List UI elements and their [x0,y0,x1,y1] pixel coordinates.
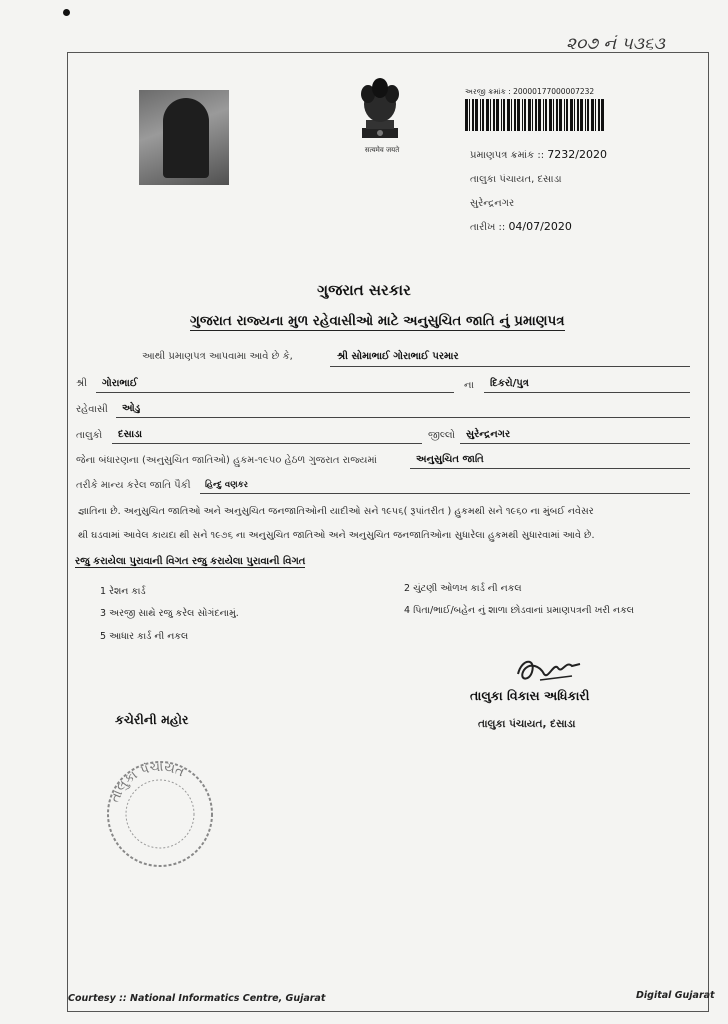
seal-text: તાલુકા પંચાયત [107,759,187,805]
signatory-title: તાલુકા વિકાસ અધિકારી [470,688,590,703]
footer-courtesy: Courtesy :: National Informatics Centre, Gujarat [68,993,326,1004]
certificate-title: ગુજરાત રાજ્યના મુળ રહેવાસીઓ માટે અનુસુચિત જાતિ નું પ્રમાણપત્ર [190,313,565,329]
certificate-number: 7232/2020 [547,148,607,161]
government-title: ગુજરાત સરકાર [317,281,411,299]
document-item: 2 ચુંટણી ઓળખ કાર્ડ ની નકલ [404,583,522,594]
applicant-name: શ્રી સોમાભાઈ ગોરાભાઈ પરમાર [337,351,459,362]
relation-label: ના [464,380,474,391]
order-label: જેના બંધારણના (અનુસુચિત જાતિઓ) હુકમ-૧૯૫૦ હેઠળ ગુજરાત રાજ્યમાં [76,455,377,466]
ink-dot [63,9,70,16]
office-seal [95,744,225,869]
documents-heading: રજુ કરાયેલા પુરાવાની વિગત રજુ કરાયેલા પુરાવાની વિગત [75,556,306,567]
handwritten-reference: ૨૦૭ નં ૫૩૬૩ [566,34,665,54]
caste-value: હિન્દુ વણકર [205,480,249,490]
district-label: જીલ્લો [428,430,456,441]
paragraph-line-2: થી ઘડવામાં આવેલ કાયદા થી સને ૧૯૭૬ ના અનુસુચિત જાતિઓ અને અનુસુચિત જનજાતિઓના સુધારેલા હુકમથી સુધારવામાં આવે છે. [78,530,595,541]
certificate-number-label: પ્રમાણપત્ર ક્રમાંક :: [470,150,545,161]
applicant-photo [139,90,229,185]
footer-brand: Digital Gujarat [636,990,715,1001]
caste-label: તરીકે માન્ય કરેલ જાતિ પૈકી [76,480,191,491]
issuing-district: સુરેન્દ્રનગર [470,198,515,209]
issue-date-label: તારીખ :: [470,222,506,233]
category-value: અનુસુચિત જાતિ [416,454,484,465]
barcode-caption: અરજી ક્રમાંક : 20000177000007232 [465,87,595,96]
paragraph-line-1: જ્ઞાતિના છે. અનુસુચિત જાતિઓ અને અનુસુચિત જનજાતિઓની યાદીઓ સને ૧૯૫૬( રૂપાંતરીત ) હુકમથી સને ૧૯૬૦ ના મુંબઈ નવેસર [78,506,594,517]
father-name: ગોરાભાઈ [102,378,138,389]
document-item: 3 અરજી સાથે રજુ કરેલ સોગંદનામું. [100,608,239,619]
village-value: ઓડુ [122,403,141,414]
issue-date-row [470,220,572,233]
issuing-office: તાલુકા પંચાયત, દસાડા [470,174,562,185]
national-emblem-icon [352,74,408,144]
resident-label: રહેવાસી [76,404,108,415]
document-item: 1 રેશન કાર્ડ [100,586,146,597]
svg-text:તાલુકા પંચાયત [108,760,187,805]
intro-label: આથી પ્રમાણપત્ર આપવામા આવે છે કે, [142,351,293,362]
district-value: સુરેન્દ્રનગર [466,429,511,440]
document-item: 4 પિતા/ભાઈ/બહેન નું શાળા છોડવાનાં પ્રમાણપત્રની ખરી નકલ [404,605,634,616]
signatory-office: તાલુકા પંચાયત, દસાડા [478,718,576,730]
emblem-motto: सत्यमेव जयते [364,146,400,154]
issue-date: 04/07/2020 [508,220,572,233]
shri-label: શ્રી [76,378,88,389]
relation-value: દિકરો/પુત્ર [490,378,529,389]
barcode [465,99,605,131]
certificate-number-row [470,148,607,161]
taluka-value: દસાડા [118,429,143,440]
office-seal-label: કચેરીની મહોર [115,712,189,727]
signature-image [510,652,588,688]
taluka-label: તાલુકો [76,430,103,441]
document-item: 5 આધાર કાર્ડ ની નકલ [100,631,189,642]
